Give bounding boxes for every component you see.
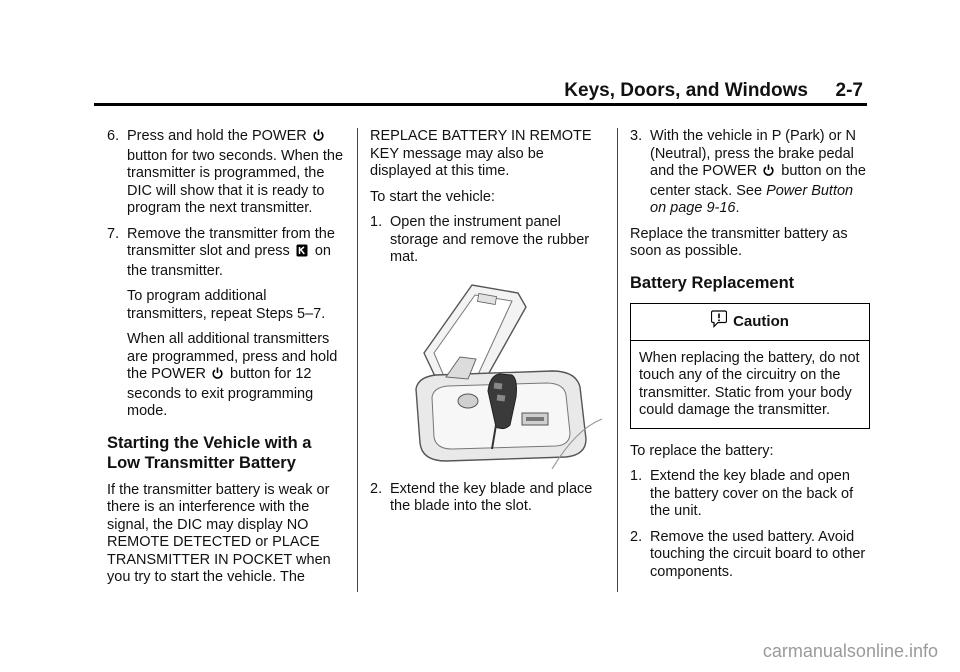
note-paragraph: When all additional transmitters are programmed, press and hold the POWER button for 12 seconds to exit programming mode. <box>127 331 338 419</box>
step-1 <box>630 468 870 521</box>
step-1 <box>370 214 608 267</box>
body-paragraph: REPLACE BATTERY IN REMOTE KEY message may also be displayed at this time. <box>370 128 592 179</box>
column-divider-left <box>357 128 358 592</box>
step-number: 3. <box>630 128 643 144</box>
power-icon <box>763 164 774 183</box>
step-text: Remove the transmitter from the transmitter slot and press <box>127 225 335 259</box>
body-paragraph: Replace the transmitter battery as soon as possible. <box>630 225 848 259</box>
step-number: 2. <box>370 480 383 497</box>
section-heading: Starting the Vehicle with a Low Transmitter Battery <box>107 433 312 472</box>
step-text-cont: button for two seconds. When the transmitter is programmed, the DIC will show that it is ready to program the next transmitter. <box>127 147 344 216</box>
step-text: Remove the used battery. Avoid touching the circuit board to other components. <box>650 528 866 580</box>
power-icon <box>313 129 324 148</box>
column-2 <box>370 128 608 524</box>
section-title: Keys, Doors, and Windows <box>564 80 808 101</box>
step-6 <box>107 128 349 218</box>
page-reference[interactable]: Power Button on page 9-16 <box>650 182 854 216</box>
caution-title: Caution <box>733 312 789 330</box>
column-3 <box>630 128 870 589</box>
intro-text: To replace the battery: <box>630 442 774 459</box>
step-text: With the vehicle in P (Park) or N (Neutral), press the brake pedal and the POWER <box>650 128 857 179</box>
caution-icon <box>711 310 733 333</box>
body-paragraph: If the transmitter battery is weak or there is an interference with the signal, the DIC may display NO REMOTE DETECTED or PLACE TRANSMITTER IN POCKET when you try to start the vehicle. The <box>107 481 331 585</box>
column-divider-right <box>617 128 618 592</box>
caution-header <box>631 304 869 341</box>
step-text-cont: button on the center stack. See <box>650 163 866 199</box>
header-rule <box>94 103 867 106</box>
column-1 <box>107 128 349 595</box>
intro-text: To start the vehicle: <box>370 188 495 205</box>
caution-text: When replacing the battery, do not touch any of the circuitry on the transmitter. Static from your body could damage the transmitter. <box>639 349 860 418</box>
step-text: Open the instrument panel storage and remove the rubber mat. <box>390 214 590 265</box>
step-text-cont: on the transmitter. <box>127 243 331 279</box>
page-number: 2-7 <box>835 80 863 101</box>
step-3: 3. With the vehicle in P (Park) or N (Neutral), press the brake pedal and the POWER button on the center stack. See Power Button on page 9-16. <box>630 128 866 216</box>
step-text: Extend the key blade and place the blade into the slot. <box>390 480 593 514</box>
step-2 <box>370 481 608 516</box>
caution-box <box>630 303 870 429</box>
watermark: carmanualsonline.info <box>762 641 938 661</box>
step-7-notes <box>127 288 349 421</box>
step-number: 7. <box>107 225 120 242</box>
step-number: 1. <box>630 468 643 484</box>
storage-illustration <box>376 279 602 469</box>
remote-key-icon <box>296 244 308 263</box>
step-7 <box>107 226 349 281</box>
note-paragraph: To program additional transmitters, repeat Steps 5–7. <box>127 288 326 322</box>
step-number: 1. <box>370 214 383 230</box>
power-icon <box>212 367 223 386</box>
step-2 <box>630 529 870 582</box>
step-text: Extend the key blade and open the battery cover on the back of the unit. <box>650 468 854 519</box>
step-text: Press and hold the POWER <box>127 128 307 144</box>
section-heading: Battery Replacement <box>630 273 795 292</box>
step-number: 2. <box>630 528 643 545</box>
step-number: 6. <box>107 128 120 144</box>
